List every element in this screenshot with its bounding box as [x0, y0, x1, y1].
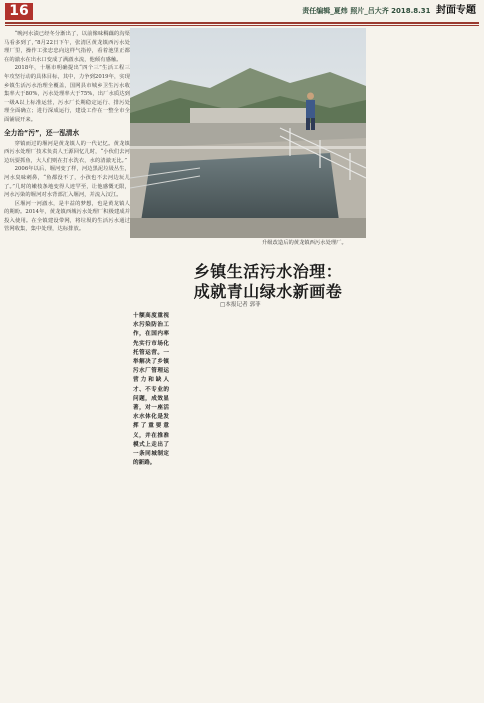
article-photo	[130, 28, 366, 238]
title-line-1: 乡镇生活污水治理：	[193, 262, 343, 281]
header-rule	[5, 22, 479, 24]
column-1	[4, 30, 130, 234]
paragraph: 穿镇而过的堰河是黄龙镇人的一代记忆。黄龙镇西污水处理厂技术负责人王源回忆儿时，“小伙们去河边玩耍抓鱼，大人们则在打水洗衣，水的清澈无比。”	[4, 140, 130, 164]
subheading: 全力治“污”，还一泓清水	[4, 128, 80, 137]
header-info	[302, 6, 476, 16]
treatment-plant-photo	[130, 28, 366, 238]
paragraph: 2018年，十堰市明确提出“四个三”生活工程三年攻坚行动的具体目标，其中，力争到2019年，实现乡镇生活污水治理全覆盖，国网县市城乡卫生污水收集率大于80%，污水处理率大于75%，出厂水质达到一级A以上标准运营，污水厂长期稳定运行、排污处理全面确立；进行深成运行，建设工作在一整全市全面铺展开来。	[4, 65, 130, 123]
byline: □本报记者 郭菲	[220, 302, 261, 308]
photo-caption: 升级改造后的黄龙镇西污水处理厂。	[262, 240, 347, 246]
pull-quote: 十额高度重视水污染防治工作，在国内率先实行市场化托管运营。一举解决了乡镇污水厂管理运营力和缺人才、不专业的问题，成效显著，对一座活水水体化是发挥了重要意义，并在推准模式上走出了一条同城制定的新路。	[133, 313, 169, 467]
page-header	[0, 0, 484, 22]
paragraph: 区堰河一河澈水，是丰益的梦想，也是黄龙镇人的期盼。2014年，黄龙镇西城污水处理厂积极建成并投入使用。在全镇建设带网，将垃圾的生活污水通过管网收集，集中处理，达标排放。	[4, 200, 130, 233]
section-title: 封面专题	[436, 5, 476, 16]
title-line-2: 成就青山绿水新画卷	[193, 282, 343, 301]
article-title	[168, 262, 368, 302]
page-number: 16	[5, 3, 33, 20]
issue-line: 责任编辑_夏炜 照片_吕大齐 2018.8.31	[302, 7, 431, 15]
paragraph: “晚河水渍已经冬分渐出了，以前像味稠藕的沟渠马看多到了，”8月22日下午，张清区黄龙镇西污水处理厂里，操作工张忠忠向这样气指停，看着池里正都在的澈水在出水口变成了满澈水流，他倾有感触。	[4, 31, 130, 63]
paragraph: 2006年以后，堰河变了样，河边黑泥垃圾丛生，河水臭味刺鼻，“鱼都没不了，小孩也不去河边玩儿了。”几时的嫩枝条地变得人迹罕至，让他感慨无限，河水污染的堰河对水背部汇入堰河，并流入汉江。	[4, 166, 130, 199]
header-rule-thin	[5, 25, 479, 26]
